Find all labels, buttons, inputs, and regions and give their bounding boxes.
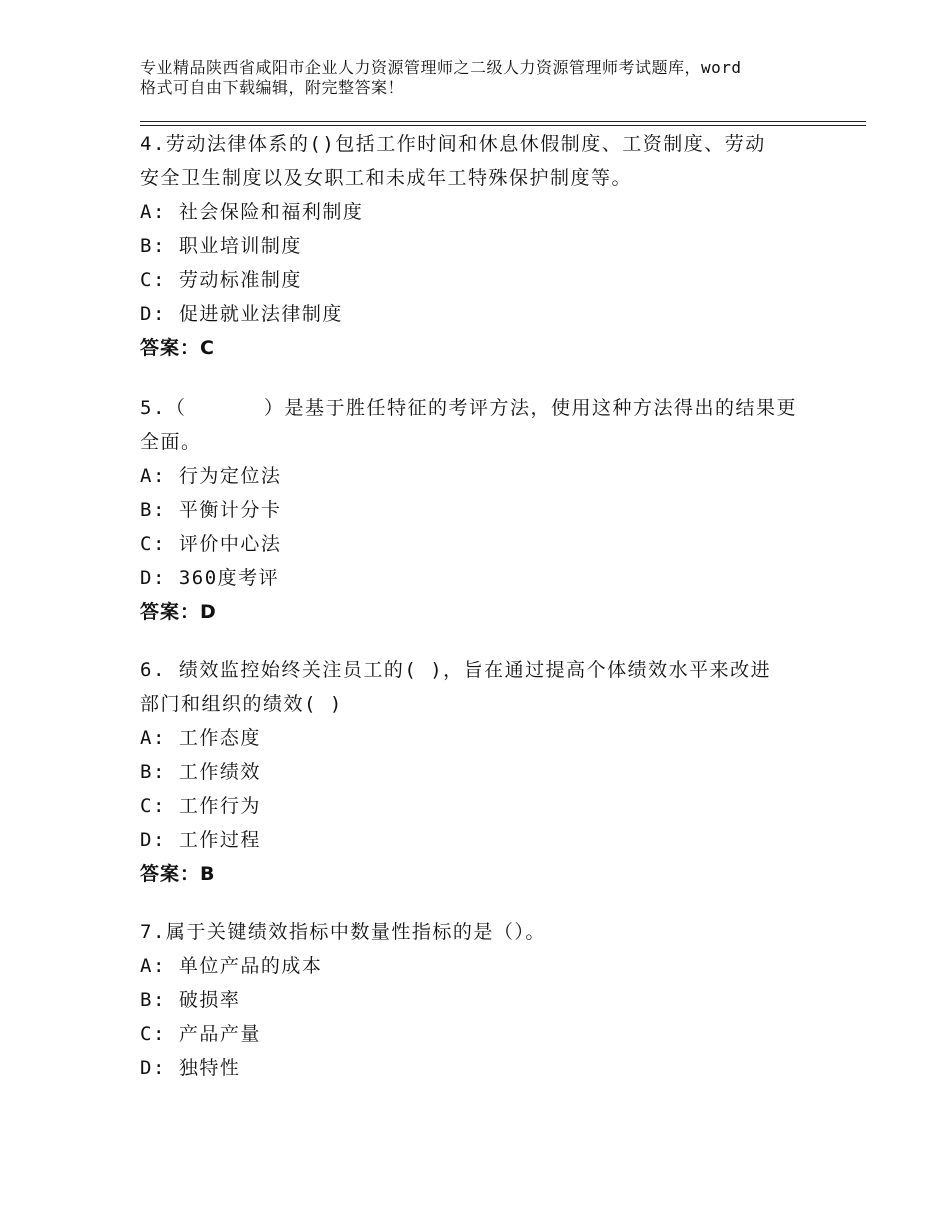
option-b: B: 平衡计分卡	[140, 499, 282, 521]
option-a: A: 工作态度	[140, 727, 261, 749]
question-list	[140, 127, 860, 1109]
stem-line: 5.（ ）是基于胜任特征的考评方法，使用这种方法得出的结果更	[140, 397, 798, 419]
question-stem	[140, 391, 860, 459]
question-stem	[140, 915, 860, 949]
question-6	[140, 653, 860, 891]
header-divider-bottom	[140, 125, 866, 126]
option-b: B: 破损率	[140, 989, 241, 1011]
answer: 答案：B	[140, 863, 216, 885]
option-d: D: 促进就业法律制度	[140, 303, 343, 325]
option-c: C: 产品产量	[140, 1023, 261, 1045]
answer: 答案：C	[140, 337, 215, 359]
option-d: D: 工作过程	[140, 829, 261, 851]
option-c: C: 评价中心法	[140, 533, 282, 555]
stem-line: 4.劳动法律体系的()包括工作时间和休息休假制度、工资制度、劳动	[140, 133, 766, 155]
answer: 答案：D	[140, 601, 217, 623]
question-stem	[140, 653, 860, 721]
stem-line: 7.属于关键绩效指标中数量性指标的是（）。	[140, 921, 546, 943]
option-a: A: 单位产品的成本	[140, 955, 323, 977]
option-d: D: 独特性	[140, 1057, 241, 1079]
header-divider-top	[140, 121, 866, 122]
option-a: A: 社会保险和福利制度	[140, 201, 364, 223]
stem-line: 6. 绩效监控始终关注员工的( )，旨在通过提高个体绩效水平来改进	[140, 659, 772, 681]
document-header	[140, 58, 840, 98]
option-d: D: 360度考评	[140, 567, 280, 589]
option-b: B: 工作绩效	[140, 761, 261, 783]
option-b: B: 职业培训制度	[140, 235, 302, 257]
stem-line: 全面。	[140, 431, 202, 453]
header-line-1: 专业精品陕西省咸阳市企业人力资源管理师之二级人力资源管理师考试题库，word	[140, 58, 742, 77]
header-line-2: 格式可自由下载编辑，附完整答案！	[140, 78, 405, 97]
question-4	[140, 127, 860, 365]
question-5	[140, 391, 860, 629]
option-c: C: 工作行为	[140, 795, 261, 817]
question-stem	[140, 127, 860, 195]
stem-line: 部门和组织的绩效( )	[140, 693, 343, 715]
option-c: C: 劳动标准制度	[140, 269, 302, 291]
question-7	[140, 915, 860, 1085]
option-a: A: 行为定位法	[140, 465, 282, 487]
stem-line: 安全卫生制度以及女职工和未成年工特殊保护制度等。	[140, 167, 633, 189]
